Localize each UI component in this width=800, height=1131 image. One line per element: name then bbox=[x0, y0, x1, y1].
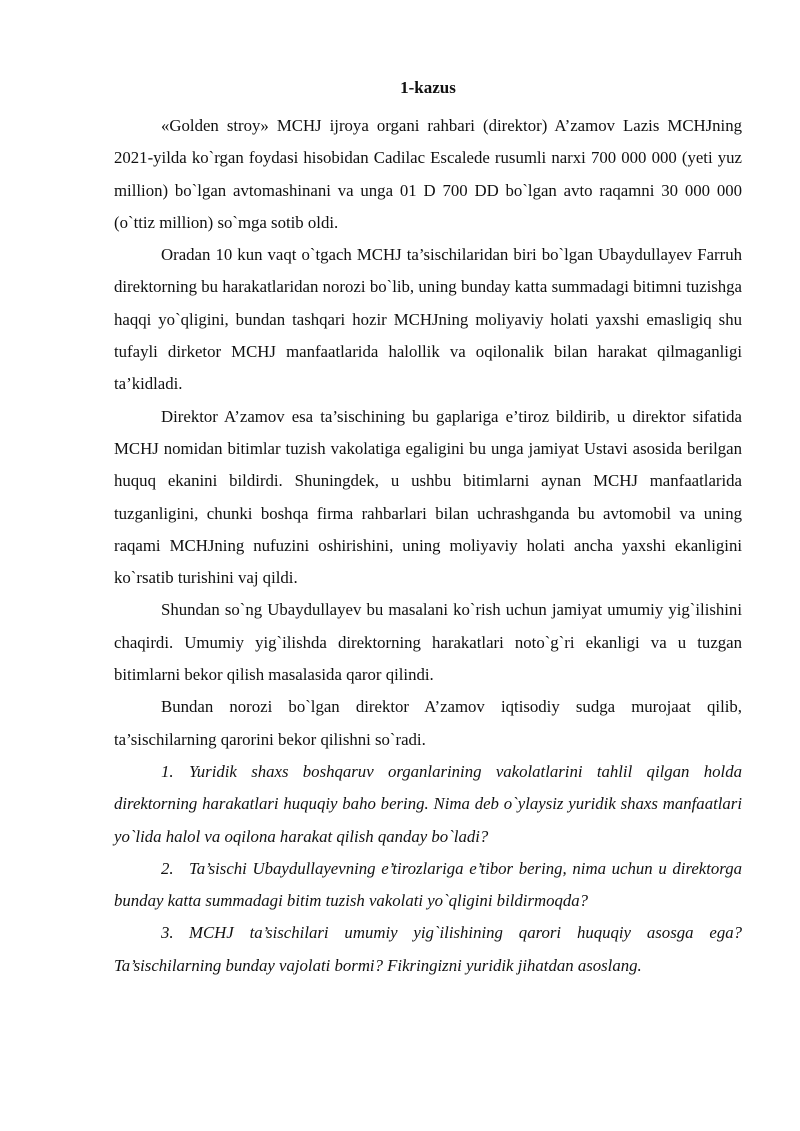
paragraph-2: Oradan 10 kun vaqt o`tgach MCHJ ta’sischilaridan biri bo`lgan Ubaydullayev Farruh direktorning bu harakatlaridan norozi bo`lib, uning bunday katta summadagi bitimni tuzishga haqqi yo`qligini, bundan tashqari hozir MCHJning moliyaviy holati yaxshi emasligiq shu tufayli dirketor MCHJ manfaatlarida halollik va oqilonalik bilan harakat qilmaganligi ta’kidladi. bbox=[114, 245, 742, 394]
question-text: Yuridik shaxs boshqaruv organlarining vakolatlarini tahlil qilgan holda direktorning harakatlari huquqiy baho bering. Nima deb o`ylaysiz yuridik shaxs manfaatlari yo`lida halol va oqilona harakat qilish qanday bo`ladi? bbox=[114, 761, 742, 846]
question-3 bbox=[114, 917, 742, 982]
question-2 bbox=[114, 853, 742, 918]
paragraph-3: Direktor A’zamov esa ta’sischining bu gaplariga e’tiroz bildirib, u direktor sifatida MCHJ nomidan bitimlar tuzish vakolatiga egaligini bu unga jamiyat Ustavi asosida berilgan huquq ekanini bildirdi. Shuningdek, u ushbu bitimlarni aynan MCHJ manfaatlarida tuzganligini, chunki boshqa firma rahbarlari bilan uchrashganda bu avtomobil va uning raqami MCHJning nufuzini oshirishini, uning moliyaviy holati ancha yaxshi ekanligini ko`rsatib turishini vaj qildi. bbox=[114, 406, 742, 588]
question-text: MCHJ ta’sischilari umumiy yig`ilishining qarori huquqiy asosga ega? Ta’sischilarning bunday vajolati bormi? Fikringizni yuridik jihatdan asoslang. bbox=[114, 923, 742, 975]
question-number: 2. bbox=[161, 858, 174, 878]
paragraph-1: «Golden stroy» MCHJ ijroya organi rahbari (direktor) A’zamov Lazis MCHJning 2021-yilda ko`rgan foydasi hisobidan Cadilac Escalede rusumli narxi 700 000 000 (yeti yuz million) bo`lgan avtomashinani va unga 01 D 700 DD bo`lgan avto raqamni 30 000 000 (o`ttiz million) so`mga sotib oldi. bbox=[114, 116, 742, 232]
document-page bbox=[114, 72, 742, 982]
question-1 bbox=[114, 756, 742, 853]
paragraph-5: Bundan norozi bo`lgan direktor A’zamov iqtisodiy sudga murojaat qilib, ta’sischilarning qarorini bekor qilishni so`radi. bbox=[114, 697, 742, 749]
question-text: Ta’sischi Ubaydullayevning e’tirozlariga e’tibor bering, nima uchun u direktorga bunday katta summadagi bitim tuzish vakolati yo`qligini bildirmoqda? bbox=[114, 858, 742, 911]
question-number: 1. bbox=[161, 761, 174, 781]
question-number: 3. bbox=[161, 923, 174, 943]
paragraph-4: Shundan so`ng Ubaydullayev bu masalani ko`rish uchun jamiyat umumiy yig`ilishini chaqirdi. Umumiy yig`ilishda direktorning harakatlari noto`g`ri ekanligi va u tuzgan bitimlarni bekor qilish masalasida qaror qilindi. bbox=[114, 600, 742, 685]
case-title: 1-kazus bbox=[400, 78, 456, 97]
